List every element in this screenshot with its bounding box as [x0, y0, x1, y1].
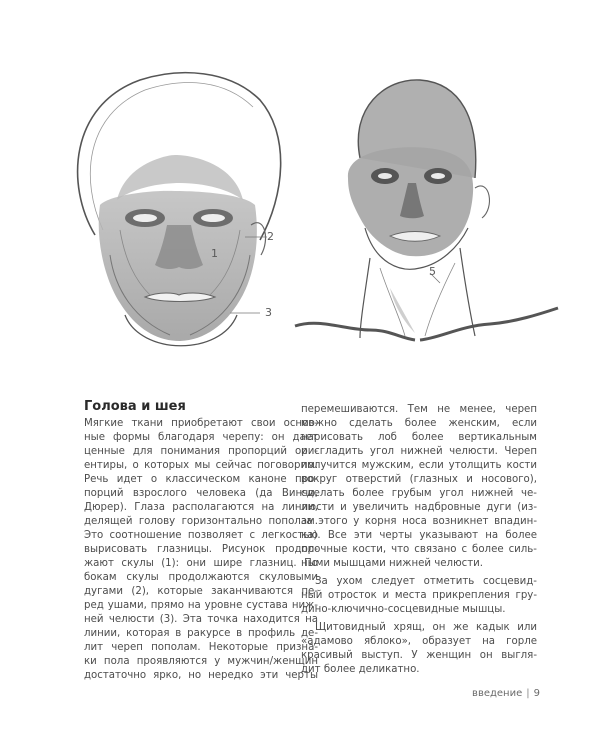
- left-line: бокам скулы продолжаются скуловыми: [84, 572, 318, 583]
- left-line: вырисовать глазницы. Рисунок продол-: [84, 544, 318, 555]
- left-line: Дюрер). Глаза располагаются на линии,: [84, 502, 318, 513]
- right-line: Щитовидный хрящ, он же кадык или: [315, 622, 537, 633]
- right-line: «адамово яблоко», образует на горле: [301, 636, 537, 647]
- page-number: 9: [533, 688, 540, 699]
- right-line: можно сделать более женским, если: [301, 418, 537, 429]
- left-line: лит череп пополам. Некоторые призна-: [84, 642, 318, 653]
- front-head-illustration: [55, 65, 295, 370]
- right-line: люсти и увеличить надбровные дуги (из-: [301, 502, 537, 513]
- callout-5: 5: [429, 265, 436, 278]
- right-line: дит более деликатно.: [301, 664, 420, 675]
- left-line: Речь идет о классическом каноне про-: [84, 474, 318, 485]
- right-line: ка). Все эти черты указывают на более: [301, 530, 537, 541]
- right-line: ный отросток и места прикрепления гру-: [301, 590, 537, 601]
- left-line: ные формы благодаря черепу: он дает: [84, 432, 318, 443]
- right-line: за этого у корня носа возникнет впадин-: [301, 516, 537, 527]
- left-line: жают скулы (1): они шире глазниц. По: [84, 558, 318, 569]
- left-line: Это соотношение позволяет с легкостью: [84, 530, 318, 541]
- page-footer: [440, 688, 540, 699]
- callout-1: 1: [211, 247, 218, 260]
- left-line: дугами (2), которые заканчиваются пе-: [84, 586, 318, 597]
- right-line: и сгладить угол нижней челюсти. Череп: [301, 446, 537, 457]
- right-line: сделать более грубым угол нижней че-: [301, 488, 537, 499]
- left-line: ценные для понимания пропорций ори-: [84, 446, 318, 457]
- callout-2: 2: [267, 230, 274, 243]
- footer-section: введение: [472, 688, 523, 699]
- right-line: красивый выступ. У женщин он выгля-: [301, 650, 537, 661]
- right-line: За ухом следует отметить сосцевид-: [315, 576, 537, 587]
- right-line: перемешиваются. Тем не менее, череп: [301, 404, 537, 415]
- callout-3: 3: [265, 306, 272, 319]
- section-heading: Голова и шея: [84, 399, 186, 414]
- left-line: ентиры, о которых мы сейчас поговорим.: [84, 460, 318, 471]
- footer-separator: |: [526, 688, 530, 699]
- right-line: ными мышцами нижней челюсти.: [301, 558, 484, 569]
- right-line: прочные кости, что связано с более силь-: [301, 544, 537, 555]
- left-line: ки пола проявляются у мужчин/женщин: [84, 656, 318, 667]
- right-line: дино-ключично-сосцевидные мышцы.: [301, 604, 506, 615]
- left-line: линии, которая в ракурсе в профиль де-: [84, 628, 318, 639]
- left-line: делящей голову горизонтально пополам.: [84, 516, 318, 527]
- right-line: вокруг отверстий (глазных и носового),: [301, 474, 537, 485]
- three-quarter-head-illustration: [290, 68, 562, 358]
- left-line: порций взрослого человека (да Винчи,: [84, 488, 318, 499]
- right-line: получится мужским, если утолщить кости: [301, 460, 537, 471]
- right-line: нарисовать лоб более вертикальным: [301, 432, 537, 443]
- left-line: ред ушами, прямо на уровне сустава ниж-: [84, 600, 318, 611]
- left-line: Мягкие ткани приобретают свои основ-: [84, 418, 318, 429]
- left-line: ней челюсти (3). Эта точка находится на: [84, 614, 318, 625]
- left-line: достаточно ярко, но нередко эти черты: [84, 670, 318, 681]
